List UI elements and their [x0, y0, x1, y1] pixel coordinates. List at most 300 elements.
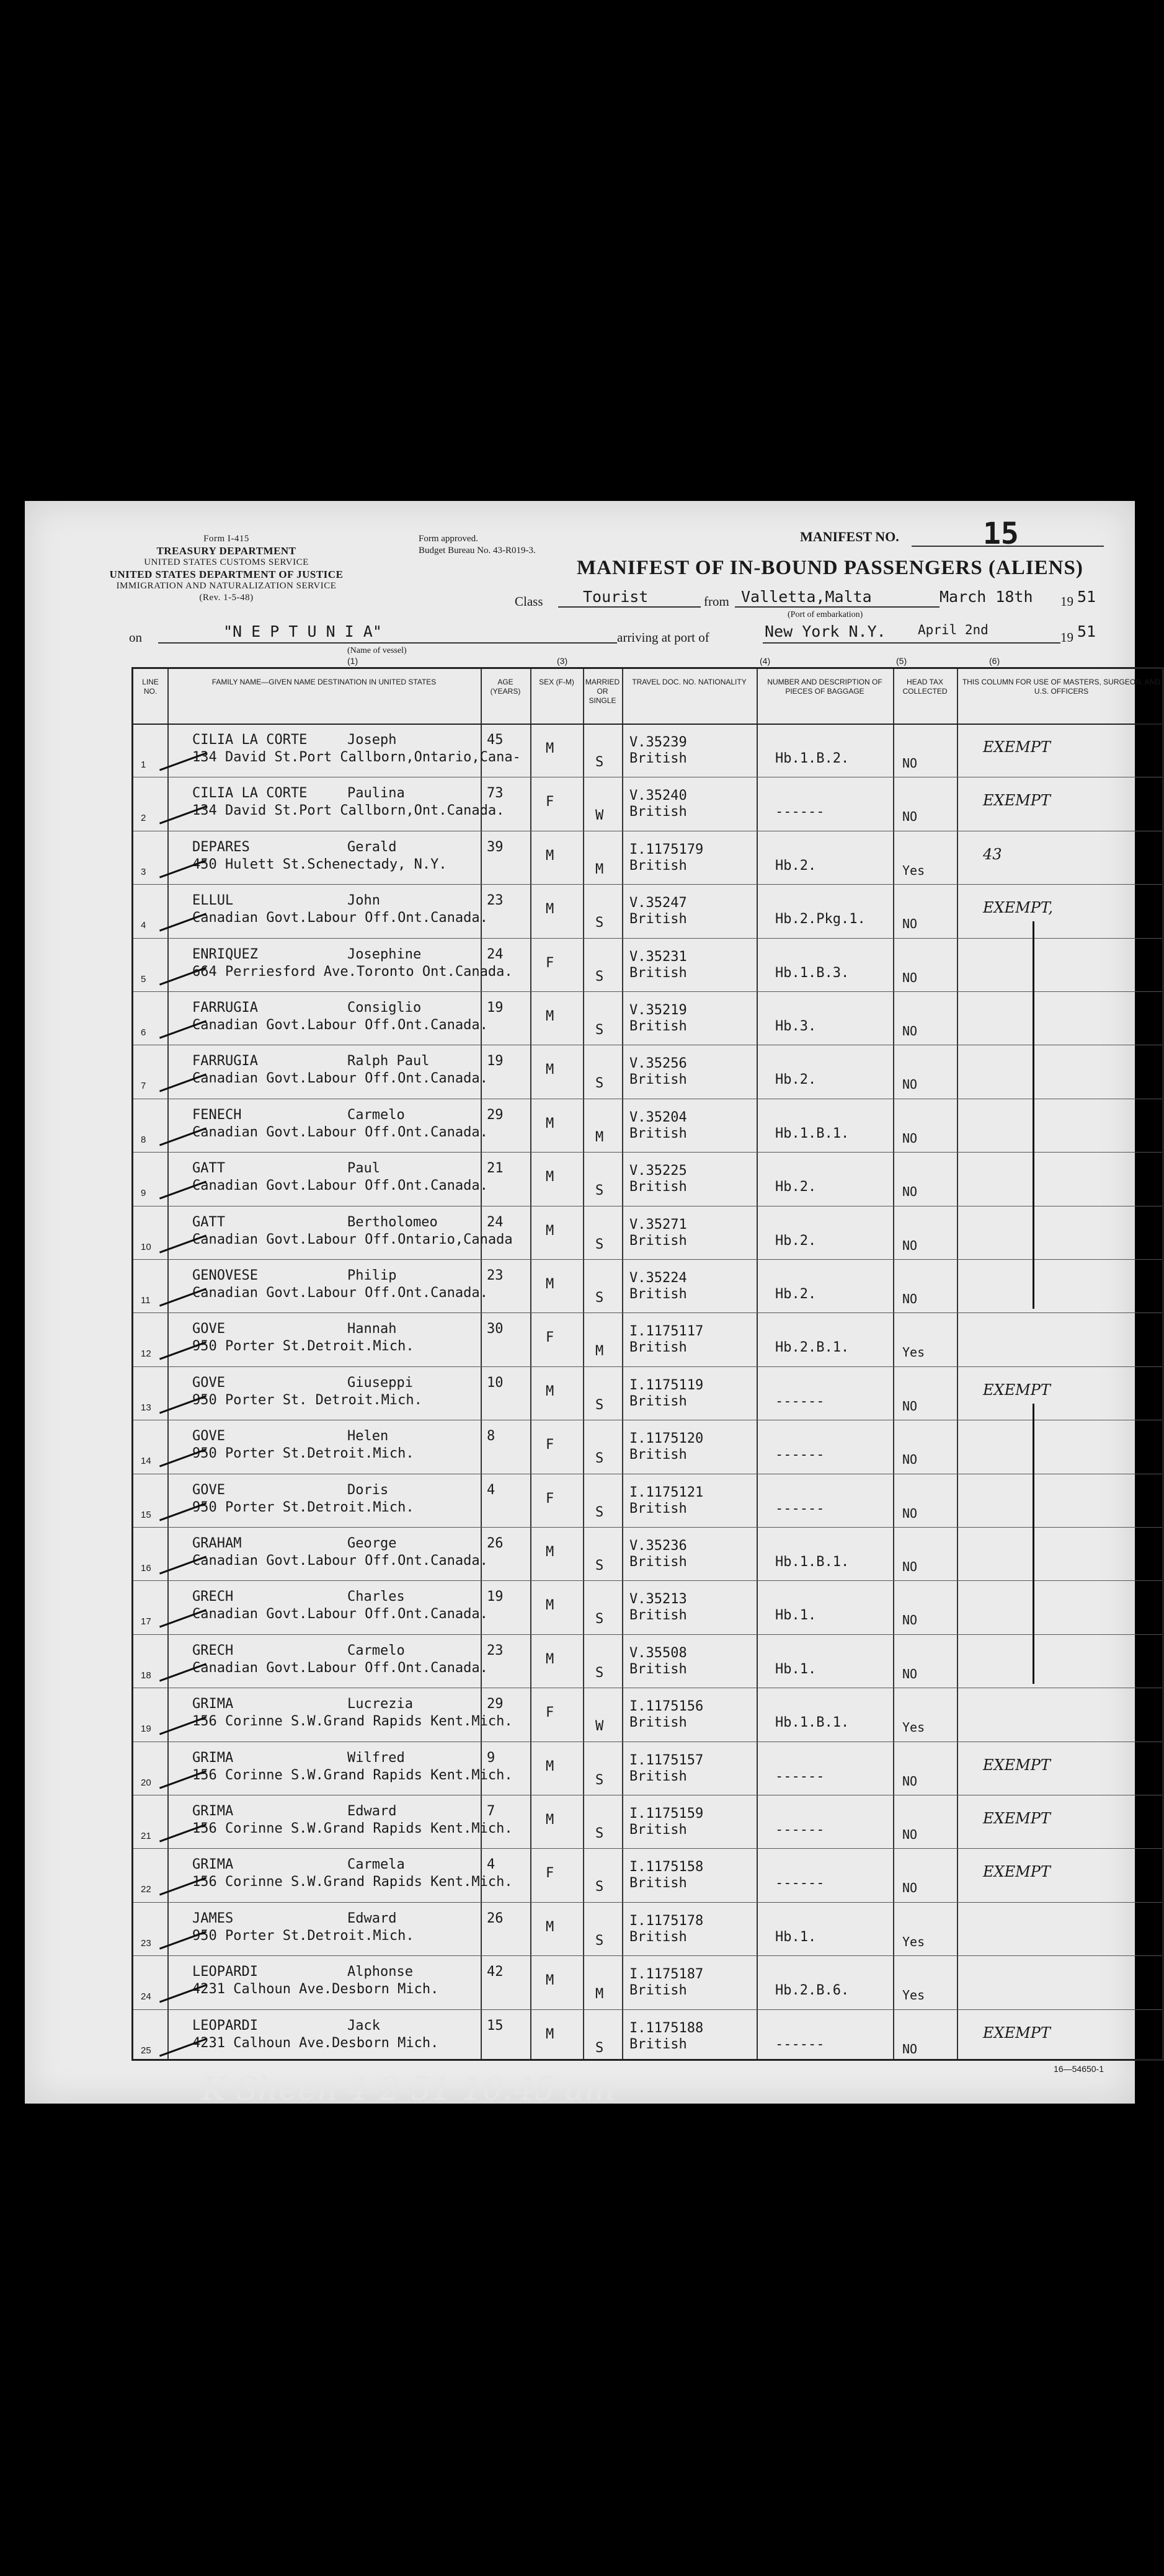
row-nat: British: [629, 1554, 687, 1570]
row-nat: British: [629, 1233, 687, 1249]
passenger-table: [131, 667, 1164, 2061]
row-line: 8: [141, 1134, 146, 1145]
row-sex: M: [546, 901, 554, 918]
row-age: 26: [487, 1536, 504, 1551]
row-dest: Canadian Govt.Labour Off.Ont.Canada.: [192, 1606, 488, 1622]
row-given: Edward: [347, 1804, 397, 1819]
row-nat: British: [629, 1179, 687, 1195]
row-dest: Canadian Govt.Labour Off.Ont.Canada.: [192, 1285, 488, 1301]
row-doc: V.35239: [629, 735, 687, 750]
row-line: 9: [141, 1188, 146, 1199]
row-sex: M: [546, 1277, 554, 1292]
column-header: AGE (YEARS): [490, 678, 521, 696]
row-nat: British: [629, 1661, 687, 1677]
row-bag: Hb.2.Pkg.1.: [775, 911, 866, 927]
row-ms: S: [595, 1076, 604, 1092]
row-doc: I.1175178: [629, 1913, 704, 1929]
row-line: 23: [141, 1937, 151, 1949]
row-dest: 664 Perriesford Ave.Toronto Ont.Canada.: [192, 963, 513, 980]
row-bag: Hb.1.: [775, 1661, 817, 1677]
row-sex: M: [546, 1169, 554, 1185]
row-age: 19: [487, 1000, 504, 1016]
row-nat: British: [629, 1768, 687, 1784]
row-family: GATT: [192, 1161, 225, 1177]
row-office: EXEMPT: [983, 1810, 1051, 1827]
row-nat: British: [629, 965, 687, 981]
row-given: Ralph Paul: [347, 1053, 430, 1069]
row-given: Paul: [347, 1161, 380, 1177]
row-family: FENECH: [192, 1107, 242, 1123]
row-sex: M: [546, 741, 554, 756]
row-given: Josephine: [347, 946, 422, 962]
row-family: GRIMA: [192, 1804, 234, 1819]
row-doc: V.35224: [629, 1270, 687, 1286]
row-ms: S: [595, 1879, 604, 1895]
row-bag: ------: [775, 1768, 825, 1784]
row-tax: NO: [902, 916, 918, 932]
row-tax: NO: [902, 809, 918, 825]
row-rule: [133, 1634, 1162, 1635]
row-sex: M: [546, 1973, 554, 1989]
column-header: THIS COLUMN FOR USE OF MASTERS, SURGEON, AND U.S. OFFICERS: [962, 678, 1161, 696]
row-dest: 156 Corinne S.W.Grand Rapids Kent.Mich.: [192, 1874, 513, 1890]
row-ms: S: [595, 2040, 604, 2056]
row-rule: [133, 1259, 1162, 1260]
row-bag: Hb.2.B.6.: [775, 1983, 850, 1999]
form-revision: (Rev. 1-5-48): [199, 593, 254, 603]
col-num-1-top: (1): [347, 656, 358, 666]
row-family: GENOVESE: [192, 1268, 258, 1283]
row-bag: Hb.1.B.1.: [775, 1554, 850, 1570]
row-given: Wilfred: [347, 1750, 405, 1766]
row-bag: Hb.1.: [775, 1929, 817, 1945]
row-dest: Canadian Govt.Labour Off.Ont.Canada.: [192, 1178, 488, 1194]
row-given: Edward: [347, 1910, 397, 1926]
row-tax: Yes: [902, 862, 925, 878]
row-bag: Hb.2.: [775, 1179, 817, 1195]
row-line: 18: [141, 1670, 151, 1681]
row-ms: W: [595, 1719, 604, 1735]
row-given: Bertholomeo: [347, 1214, 438, 1230]
row-line: 15: [141, 1509, 151, 1520]
row-tax: NO: [902, 1666, 918, 1681]
row-rule: [133, 1527, 1162, 1528]
row-dest: 134 David St.Port Callborn,Ont.Canada.: [192, 803, 505, 819]
row-nat: British: [629, 1983, 687, 1999]
row-bag: Hb.2.: [775, 1286, 817, 1302]
row-nat: British: [629, 2036, 687, 2052]
row-family: GOVE: [192, 1428, 225, 1445]
row-rule: [133, 2009, 1162, 2010]
row-sex: M: [546, 1062, 554, 1078]
row-doc: V.35213: [629, 1591, 687, 1608]
row-line: 13: [141, 1402, 151, 1413]
arriving-year: 51: [1077, 622, 1096, 640]
row-dest: 4231 Calhoun Ave.Desborn Mich.: [192, 1981, 439, 1998]
column-header: NUMBER AND DESCRIPTION OF PIECES OF BAGGAGE: [767, 678, 882, 696]
row-nat: British: [629, 1340, 687, 1356]
approval-block: [419, 533, 536, 557]
row-given: Carmelo: [347, 1107, 405, 1123]
treasury-dept: TREASURY DEPARTMENT: [156, 545, 296, 557]
row-sex: M: [546, 848, 554, 864]
row-family: LEOPARDI: [192, 1964, 258, 1980]
row-ms: S: [595, 1665, 604, 1681]
row-rule: [133, 884, 1162, 885]
row-doc: V.35256: [629, 1056, 687, 1072]
row-sex: M: [546, 1651, 554, 1667]
on-label: on: [129, 630, 142, 645]
row-nat: British: [629, 857, 687, 874]
row-line: 1: [141, 759, 146, 770]
row-sex: M: [546, 1758, 554, 1774]
arriving-port: New York N.Y.: [765, 622, 886, 640]
row-tax: NO: [902, 1827, 918, 1842]
row-doc: I.1175157: [629, 1752, 704, 1768]
from-rule: [735, 606, 940, 608]
row-family: GOVE: [192, 1321, 225, 1337]
row-ms: S: [595, 1611, 604, 1627]
row-office: EXEMPT,: [983, 899, 1053, 917]
vessel-name: "N E P T U N I A": [223, 622, 382, 640]
row-tax: NO: [902, 1077, 918, 1092]
row-age: 24: [487, 1214, 504, 1230]
row-sex: F: [546, 1330, 554, 1346]
row-doc: I.1175158: [629, 1859, 704, 1875]
row-tax: NO: [902, 970, 918, 985]
row-ms: S: [595, 915, 604, 931]
row-ms: S: [595, 1290, 604, 1306]
row-sex: M: [546, 1383, 554, 1399]
row-dest: 134 David St.Port Callborn,Ontario,Cana-: [192, 750, 521, 765]
column-divider: [583, 669, 584, 2059]
row-ms: M: [595, 1343, 604, 1360]
row-sex: F: [546, 1490, 554, 1507]
row-office: 43: [983, 845, 1002, 863]
form-number: Form I-415: [203, 534, 249, 544]
row-given: Jack: [347, 2017, 380, 2034]
class-label: Class: [515, 594, 543, 609]
row-line: 14: [141, 1456, 151, 1467]
row-dest: 950 Porter St.Detroit.Mich.: [192, 1928, 414, 1944]
row-tax: NO: [902, 1559, 918, 1574]
row-line: 17: [141, 1616, 151, 1627]
row-line: 16: [141, 1563, 151, 1573]
row-doc: V.35271: [629, 1216, 687, 1233]
row-dest: 950 Porter St.Detroit.Mich.: [192, 1446, 414, 1462]
row-line: 2: [141, 813, 146, 824]
row-bag: ------: [775, 1500, 825, 1516]
row-given: Doris: [347, 1482, 389, 1498]
vessel-rule: [158, 642, 617, 644]
row-bag: Hb.2.B.1.: [775, 1340, 850, 1356]
row-ms: S: [595, 1826, 604, 1841]
row-family: CILIA LA CORTE: [192, 732, 308, 748]
row-line: 4: [141, 920, 146, 931]
row-nat: British: [629, 1286, 687, 1302]
column-header: HEAD TAX COLLECTED: [902, 678, 948, 696]
manifest-no-rule: [912, 546, 1104, 547]
row-tax: Yes: [902, 1345, 925, 1360]
manifest-no-label: MANIFEST NO.: [800, 529, 899, 544]
row-sex: M: [546, 1223, 554, 1239]
col-num-4-top: (4): [760, 656, 771, 666]
row-doc: V.35247: [629, 895, 687, 911]
row-dest: Canadian Govt.Labour Off.Ont.Canada.: [192, 1071, 488, 1087]
row-sex: M: [546, 2026, 554, 2042]
row-family: GRIMA: [192, 1750, 234, 1766]
row-doc: I.1175156: [629, 1699, 704, 1715]
row-line: 20: [141, 1777, 151, 1788]
col-num-6-top: (6): [989, 656, 1000, 666]
departure-date: March 18th: [940, 588, 1033, 606]
row-bag: ------: [775, 2036, 825, 2052]
arriving-rule: [763, 642, 1060, 644]
row-age: 19: [487, 1589, 504, 1605]
justice-dept: UNITED STATES DEPARTMENT OF JUSTICE: [109, 569, 344, 580]
class-rule: [558, 606, 701, 608]
column-divider: [167, 669, 169, 2059]
row-tax: NO: [902, 1613, 918, 1628]
row-age: 24: [487, 946, 504, 962]
from-label: from: [704, 594, 729, 609]
row-ms: M: [595, 1129, 604, 1145]
row-given: Carmela: [347, 1857, 405, 1873]
row-ms: S: [595, 1932, 604, 1949]
row-nat: British: [629, 1072, 687, 1088]
column-divider: [757, 669, 758, 2059]
row-line: 21: [141, 1831, 151, 1841]
row-age: 19: [487, 1053, 504, 1069]
row-line: 5: [141, 973, 146, 985]
manifest-title: MANIFEST OF IN-BOUND PASSENGERS (ALIENS): [577, 557, 1083, 579]
row-dest: 156 Corinne S.W.Grand Rapids Kent.Mich.: [192, 1714, 513, 1730]
row-doc: V.35508: [629, 1645, 687, 1661]
row-dest: 450 Hulett St.Schenectady, N.Y.: [192, 856, 447, 872]
row-doc: I.1175119: [629, 1377, 704, 1393]
row-doc: I.1175117: [629, 1324, 704, 1340]
row-doc: V.35219: [629, 1003, 687, 1018]
row-nat: British: [629, 1125, 687, 1141]
row-family: JAMES: [192, 1910, 234, 1926]
row-age: 30: [487, 1321, 504, 1337]
row-family: CILIA LA CORTE: [192, 786, 308, 802]
row-rule: [133, 1312, 1162, 1313]
row-family: GOVE: [192, 1374, 225, 1391]
row-nat: British: [629, 1715, 687, 1731]
row-nat: British: [629, 1822, 687, 1838]
row-bag: ------: [775, 1393, 825, 1409]
row-ms: S: [595, 755, 604, 770]
row-given: Charles: [347, 1589, 405, 1605]
row-age: 9: [487, 1750, 495, 1766]
row-tax: Yes: [902, 1988, 925, 2003]
row-dest: 4231 Calhoun Ave.Desborn Mich.: [192, 2035, 439, 2051]
row-bag: Hb.1.B.2.: [775, 751, 850, 766]
row-age: 8: [487, 1428, 495, 1445]
row-rule: [133, 1366, 1162, 1367]
row-age: 29: [487, 1107, 504, 1123]
row-given: Helen: [347, 1428, 389, 1445]
row-given: John: [347, 893, 380, 909]
row-tax: NO: [902, 1237, 918, 1253]
row-nat: British: [629, 1875, 687, 1892]
row-age: 23: [487, 893, 504, 909]
row-sex: M: [546, 1598, 554, 1614]
row-rule: [133, 938, 1162, 939]
row-tax: NO: [902, 1505, 918, 1521]
row-dest: 156 Corinne S.W.Grand Rapids Kent.Mich.: [192, 1767, 513, 1783]
row-dest: Canadian Govt.Labour Off.Ont.Canada.: [192, 910, 488, 926]
row-family: ELLUL: [192, 893, 234, 909]
column-divider: [622, 669, 623, 2059]
row-ms: S: [595, 1451, 604, 1467]
row-ms: M: [595, 861, 604, 877]
row-ms: M: [595, 1986, 604, 2003]
row-ms: S: [595, 1397, 604, 1413]
row-age: 4: [487, 1482, 495, 1498]
budget-number: Budget Bureau No. 43-R019-3.: [419, 546, 536, 555]
row-line: 25: [141, 2045, 151, 2056]
row-age: 10: [487, 1374, 504, 1391]
row-family: GRAHAM: [192, 1536, 242, 1551]
row-bag: Hb.2.: [775, 1072, 817, 1088]
row-age: 23: [487, 1642, 504, 1658]
row-office: EXEMPT: [983, 2024, 1051, 2042]
row-line: 6: [141, 1027, 146, 1038]
manifest-sheet: [25, 501, 1161, 2104]
vessel-note: (Name of vessel): [347, 646, 407, 655]
row-nat: British: [629, 1500, 687, 1516]
row-age: 4: [487, 1857, 495, 1873]
row-bag: Hb.2.: [775, 857, 817, 874]
row-nat: British: [629, 1393, 687, 1409]
row-tax: NO: [902, 756, 918, 771]
row-ms: S: [595, 1772, 604, 1788]
row-tax: NO: [902, 1773, 918, 1789]
row-nat: British: [629, 804, 687, 820]
row-tax: NO: [902, 1184, 918, 1200]
agency-block: [84, 533, 369, 604]
row-line: 24: [141, 1991, 151, 2003]
row-bag: Hb.1.B.1.: [775, 1715, 850, 1731]
row-dest: 156 Corinne S.W.Grand Rapids Kent.Mich.: [192, 1821, 513, 1836]
col-num-5-top: (5): [896, 656, 907, 666]
row-given: Lucrezia: [347, 1696, 413, 1712]
row-tax: NO: [902, 2041, 918, 2056]
row-age: 29: [487, 1696, 504, 1712]
row-dest: 950 Porter St.Detroit.Mich.: [192, 1339, 414, 1355]
col-num-3-top: (3): [557, 656, 568, 666]
row-sex: M: [546, 1812, 554, 1828]
print-code: 16—54650-1: [1054, 2064, 1104, 2074]
row-office: EXEMPT: [983, 792, 1051, 810]
column-divider: [893, 669, 894, 2059]
row-doc: I.1175188: [629, 2020, 704, 2036]
row-doc: I.1175121: [629, 1484, 704, 1500]
row-bag: ------: [775, 1822, 825, 1838]
row-sex: M: [546, 1115, 554, 1131]
row-dest: Canadian Govt.Labour Off.Ont.Canada.: [192, 1124, 488, 1140]
row-age: 73: [487, 786, 504, 802]
row-rule: [133, 991, 1162, 992]
row-age: 23: [487, 1268, 504, 1283]
row-doc: I.1175159: [629, 1806, 704, 1821]
row-line: 22: [141, 1884, 151, 1895]
row-office: EXEMPT: [983, 738, 1051, 756]
row-bag: Hb.1.: [775, 1608, 817, 1624]
row-family: GRIMA: [192, 1696, 234, 1712]
row-family: FARRUGIA: [192, 1000, 258, 1016]
exempt-bracket: [1033, 1404, 1034, 1684]
row-nat: British: [629, 911, 687, 927]
row-dest: 950 Porter St. Detroit.Mich.: [192, 1392, 422, 1408]
column-header: SEX (F-M): [539, 678, 574, 686]
row-nat: British: [629, 1447, 687, 1463]
row-bag: Hb.1.B.1.: [775, 1125, 850, 1141]
row-office: EXEMPT: [983, 1863, 1051, 1881]
customs-service: UNITED STATES CUSTOMS SERVICE: [144, 557, 309, 567]
row-family: ENRIQUEZ: [192, 946, 258, 962]
row-nat: British: [629, 1608, 687, 1624]
row-family: LEOPARDI: [192, 2017, 258, 2034]
row-age: 45: [487, 732, 504, 748]
arriving-label: arriving at port of: [617, 630, 709, 645]
row-ms: S: [595, 1504, 604, 1520]
row-age: 15: [487, 2017, 504, 2034]
row-line: 19: [141, 1724, 151, 1735]
ins-service: IMMIGRATION AND NATURALIZATION SERVICE: [116, 581, 337, 591]
exempt-bracket: [1033, 921, 1034, 1309]
embarkation-note: (Port of embarkation): [788, 610, 863, 619]
row-given: Philip: [347, 1268, 397, 1283]
row-bag: Hb.2.: [775, 1233, 817, 1249]
row-tax: Yes: [902, 1720, 925, 1735]
column-divider: [481, 669, 482, 2059]
row-bag: Hb.1.B.3.: [775, 965, 850, 981]
row-doc: V.35225: [629, 1163, 687, 1179]
column-divider: [957, 669, 958, 2059]
row-age: 21: [487, 1161, 504, 1177]
row-sex: F: [546, 955, 554, 971]
row-tax: NO: [902, 1130, 918, 1146]
row-family: GATT: [192, 1214, 225, 1230]
row-line: 11: [141, 1295, 151, 1306]
class-value: Tourist: [583, 588, 649, 606]
arriving-year-prefix: 19: [1060, 630, 1073, 645]
from-value: Valletta,Malta: [741, 588, 872, 606]
row-sex: F: [546, 794, 554, 810]
row-age: 42: [487, 1964, 504, 1980]
column-header: FAMILY NAME—GIVEN NAME DESTINATION IN UNITED STATES: [211, 678, 437, 686]
row-family: DEPARES: [192, 839, 250, 855]
row-given: Paulina: [347, 786, 405, 802]
row-ms: S: [595, 1236, 604, 1252]
row-dest: Canadian Govt.Labour Off.Ontario,Canada: [192, 1231, 513, 1247]
form-approved: Form approved.: [419, 534, 478, 544]
row-bag: ------: [775, 1875, 825, 1892]
row-office: EXEMPT: [983, 1381, 1051, 1399]
inspector-signature: K Sheen 4-2-51 10:45 am: [202, 2071, 615, 2108]
row-dest: Canadian Govt.Labour Off.Ont.Canada.: [192, 1660, 488, 1676]
manifest-no-value: 15: [983, 516, 1019, 551]
row-tax: NO: [902, 1880, 918, 1896]
row-doc: I.1175187: [629, 1967, 704, 1983]
row-ms: S: [595, 1558, 604, 1573]
row-rule: [133, 1848, 1162, 1849]
row-ms: S: [595, 1183, 604, 1199]
column-header: TRAVEL DOC. NO. NATIONALITY: [632, 678, 747, 686]
